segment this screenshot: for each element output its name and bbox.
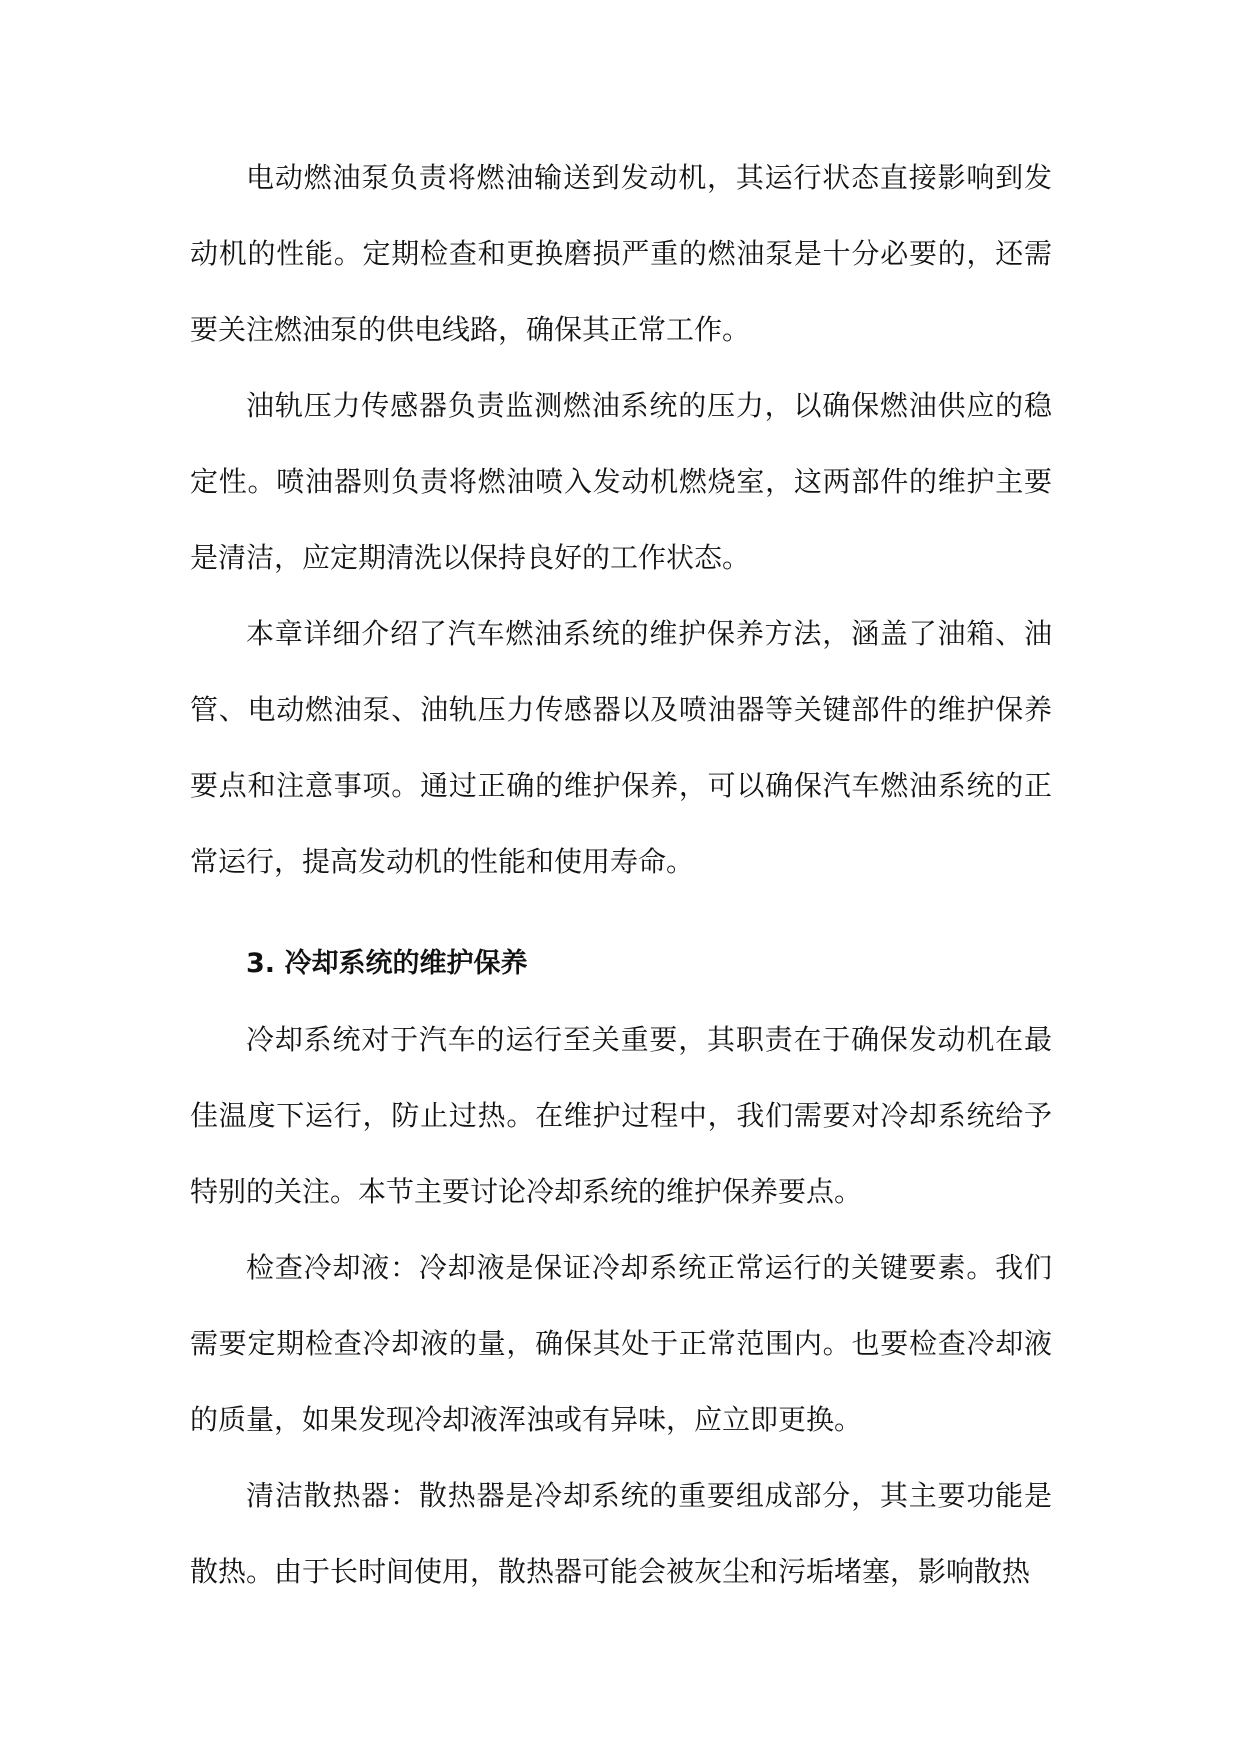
paragraph-rail-pressure-sensor: 油轨压力传感器负责监测燃油系统的压力，以确保燃油供应的稳定性。喷油器则负责将燃油喷入发动机燃烧室，这两部件的维护主要是清洁，应定期清洗以保持良好的工作状态。 <box>190 389 1052 574</box>
paragraph-check-coolant: 检查冷却液：冷却液是保证冷却系统正常运行的关键要素。我们需要定期检查冷却液的量，确保其处于正常范围内。也要检查冷却液的质量，如果发现冷却液浑浊或有异味，应立即更换。 <box>190 1251 1052 1436</box>
section-heading-cooling-system: 3. 冷却系统的维护保养 <box>246 948 528 979</box>
paragraph-cooling-intro: 冷却系统对于汽车的运行至关重要，其职责在于确保发动机在最佳温度下运行，防止过热。在维护过程中，我们需要对冷却系统给予特别的关注。本节主要讨论冷却系统的维护保养要点。 <box>190 1023 1052 1208</box>
document-body <box>190 140 1052 1610</box>
paragraph-clean-radiator: 清洁散热器：散热器是冷却系统的重要组成部分，其主要功能是散热。由于长时间使用，散热器可能会被灰尘和污垢堵塞，影响散热 <box>190 1479 1052 1588</box>
paragraph-fuel-pump: 电动燃油泵负责将燃油输送到发动机，其运行状态直接影响到发动机的性能。定期检查和更换磨损严重的燃油泵是十分必要的，还需要关注燃油泵的供电线路，确保其正常工作。 <box>190 161 1052 346</box>
paragraph-chapter-summary: 本章详细介绍了汽车燃油系统的维护保养方法，涵盖了油箱、油管、电动燃油泵、油轨压力传感器以及喷油器等关键部件的维护保养要点和注意事项。通过正确的维护保养，可以确保汽车燃油系统的正常运行，提高发动机的性能和使用寿命。 <box>190 617 1052 878</box>
